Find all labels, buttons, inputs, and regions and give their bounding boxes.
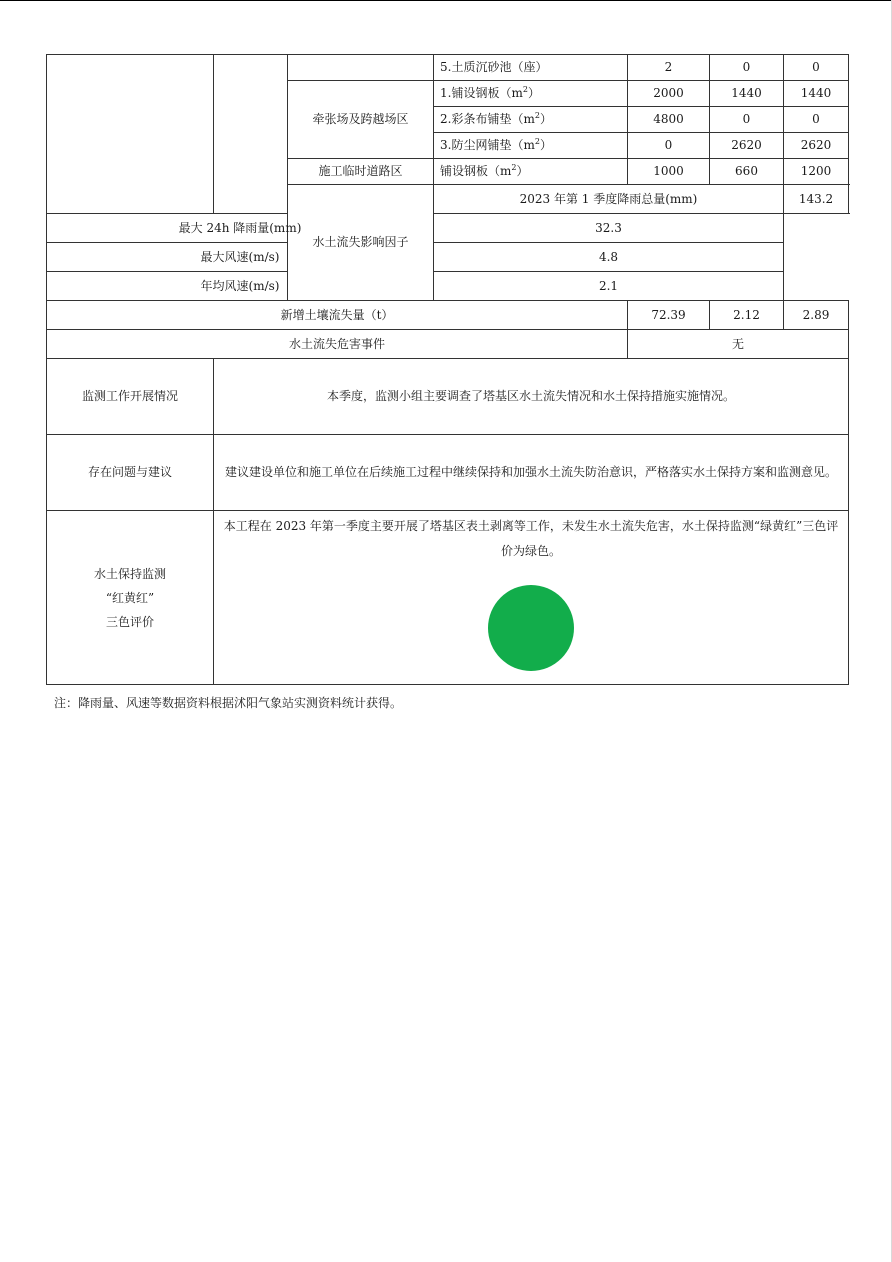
- footnote: 注：降雨量、风速等数据资料根据沭阳气象站实测资料统计获得。: [54, 696, 403, 710]
- measure-value: 0: [784, 55, 849, 81]
- soil-loss-value: 2.12: [710, 301, 784, 330]
- table-row: [47, 55, 849, 81]
- table-row: [47, 272, 849, 301]
- green-status-indicator: [488, 585, 574, 671]
- measures-group-cell: [47, 55, 214, 214]
- monitoring-report-table: [46, 54, 849, 685]
- table-row: [47, 214, 849, 243]
- measure-value: 1200: [784, 159, 849, 185]
- evaluation-label-line: 三色评价: [105, 614, 154, 629]
- zone-label: 施工临时道路区: [288, 159, 434, 185]
- measure-value: 1000: [628, 159, 710, 185]
- evaluation-label-line: 水土保持监测: [93, 566, 166, 581]
- issues-label: 存在问题与建议: [47, 435, 214, 511]
- soil-loss-label: 新增土壤流失量（t）: [47, 301, 628, 330]
- measures-zone-cell-upper: [288, 55, 434, 81]
- measure-label: 5.土质沉砂池（座）: [434, 55, 628, 81]
- evaluation-content: [214, 511, 849, 685]
- issues-text: 建议建设单位和施工单位在后续施工过程中继续保持和加强水土流失防治意识，严格落实水土保持方案和监测意见。: [214, 435, 849, 511]
- measure-value: 660: [710, 159, 784, 185]
- hazard-value: 无: [628, 330, 849, 359]
- measure-label: 2.彩条布铺垫$(m^2)$: [434, 107, 628, 133]
- measure-value: 2000: [628, 81, 710, 107]
- table-row: [47, 243, 849, 272]
- measure-value: 0: [628, 133, 710, 159]
- measure-label: 1.铺设钢板$(m^2)$: [434, 81, 628, 107]
- hazard-label: 水土流失危害事件: [47, 330, 628, 359]
- measure-label: 铺设钢板$(m^2)$: [434, 159, 628, 185]
- work-label: 监测工作开展情况: [47, 359, 214, 435]
- factor-label: 最大 24h 降雨量(mm): [47, 214, 434, 243]
- factor-label: 年均风速(m/s): [47, 272, 434, 301]
- evaluation-label-line: “红黄红”: [105, 590, 155, 605]
- zone-label: 牵张场及跨越场区: [288, 81, 434, 159]
- evaluation-text: 本工程在 2023 年第一季度主要开展了塔基区表土剥离等工作，未发生水土流失危害，水土保持监测“绿黄红”三色评价为绿色。: [223, 519, 839, 558]
- table-row: [47, 301, 849, 330]
- table-row: [47, 511, 849, 685]
- soil-loss-value: 72.39: [628, 301, 710, 330]
- measures-subgroup-cell: [214, 55, 288, 214]
- measure-value: 2620: [710, 133, 784, 159]
- factor-label: 最大风速(m/s): [47, 243, 434, 272]
- table-row: [47, 359, 849, 435]
- factor-value: 4.8: [434, 243, 784, 272]
- measure-value: 1440: [784, 81, 849, 107]
- page-top-rule: [0, 0, 892, 1]
- measure-value: 1440: [710, 81, 784, 107]
- work-text: 本季度，监测小组主要调查了塔基区水土流失情况和水土保持措施实施情况。: [214, 359, 849, 435]
- factor-value: 143.2: [784, 185, 849, 214]
- evaluation-label: [47, 511, 214, 685]
- measure-value: 2620: [784, 133, 849, 159]
- factor-value: 2.1: [434, 272, 784, 301]
- factor-value: 32.3: [434, 214, 784, 243]
- soil-loss-value: 2.89: [784, 301, 849, 330]
- table-row: [47, 330, 849, 359]
- table-row: [47, 435, 849, 511]
- measure-value: 4800: [628, 107, 710, 133]
- factors-title: 水土流失影响因子: [288, 185, 434, 301]
- measure-value: 0: [784, 107, 849, 133]
- measure-value: 2: [628, 55, 710, 81]
- measure-value: 0: [710, 55, 784, 81]
- factor-label: 2023 年第 1 季度降雨总量(mm): [434, 185, 784, 214]
- measure-value: 0: [710, 107, 784, 133]
- measure-label: 3.防尘网铺垫$(m^2)$: [434, 133, 628, 159]
